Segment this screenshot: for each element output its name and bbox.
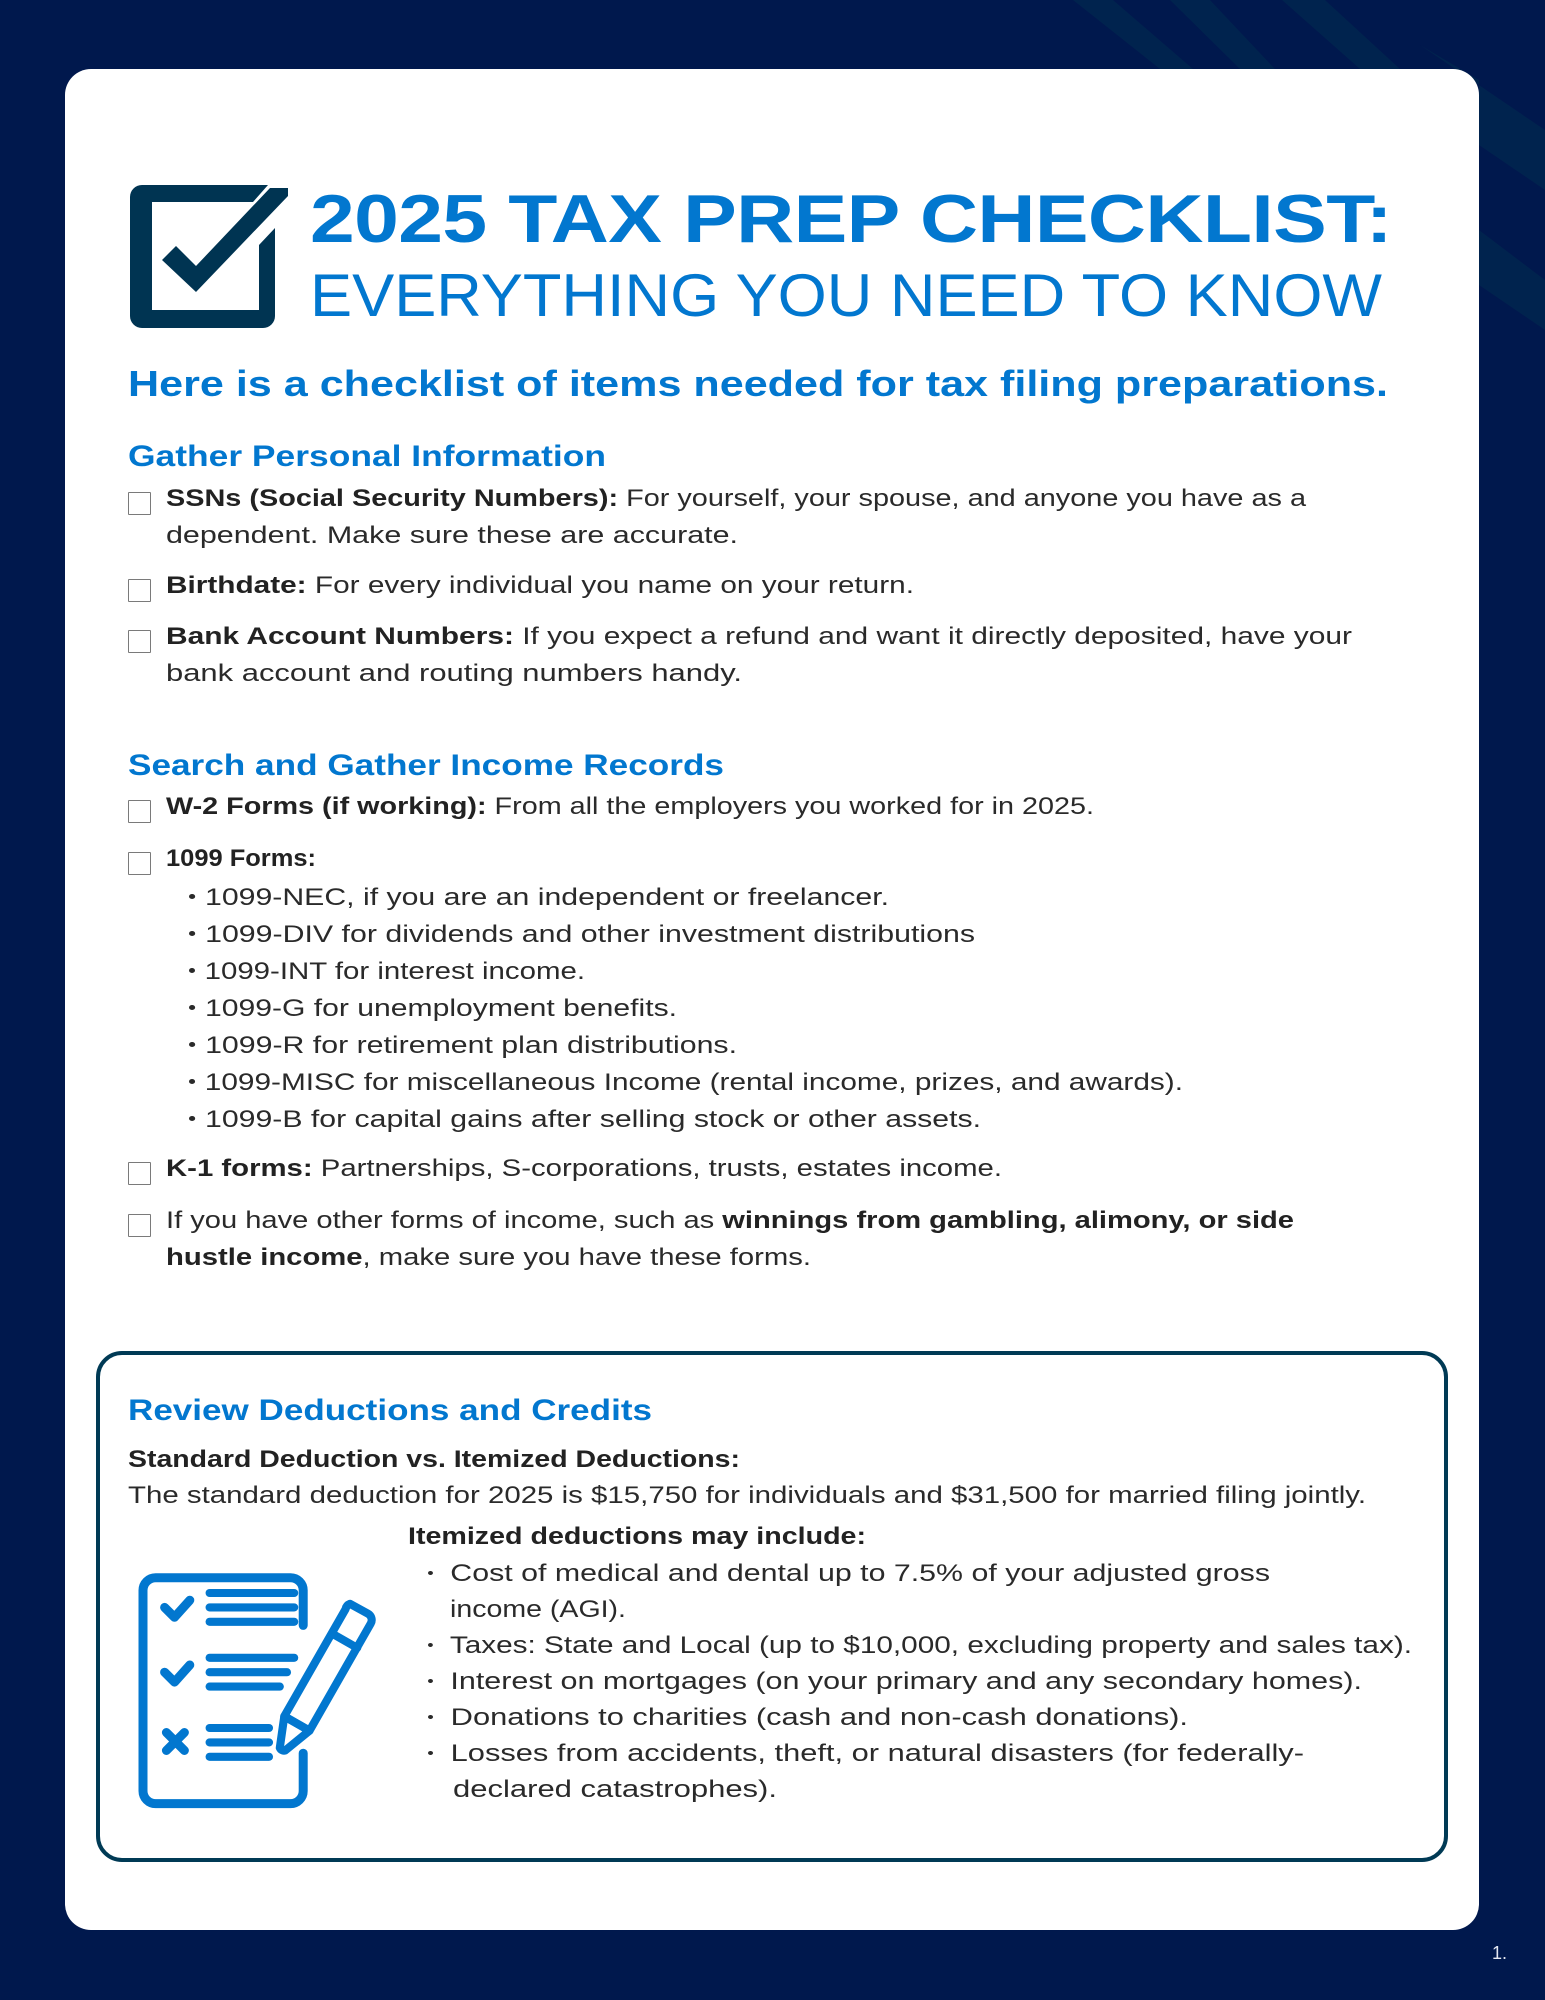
itemized-heading: Itemized deductions may include: — [408, 1523, 866, 1550]
checklist-pencil-icon — [125, 1548, 395, 1818]
page-title: 2025 TAX PREP CHECKLIST: — [310, 181, 1392, 257]
standard-deduction-text: The standard deduction for 2025 is $15,750 for individuals and $31,500 for married filing jointly. — [128, 1482, 1366, 1509]
item-1099: 1099 Forms: — [166, 845, 316, 872]
checkbox-w2[interactable] — [128, 800, 151, 823]
item-k1: K-1 forms: Partnerships, S-corporations, trusts, estates income. — [166, 1155, 1002, 1182]
bullet-icon — [428, 1715, 433, 1719]
bullet-icon — [428, 1679, 433, 1683]
page-subtitle-line: EVERYTHING YOU NEED TO KNOW — [310, 262, 1382, 329]
itemized-medical: Cost of medical and dental up to 7.5% of your adjusted gross — [428, 1555, 1108, 1592]
checkbox-1099[interactable] — [128, 852, 151, 875]
intro-text: Here is a checklist of items needed for tax filing preparations. — [128, 363, 1388, 404]
bullet-icon — [189, 931, 195, 936]
bullet-1099-g: 1099-G for unemployment benefits. — [189, 990, 586, 1027]
itemized-donations: Donations to charities (cash and non-cash donations). — [428, 1699, 1032, 1736]
checkbox-birthdate[interactable] — [128, 579, 151, 602]
section-heading-income: Search and Gather Income Records — [128, 749, 724, 782]
bullet-1099-misc: 1099-MISC for miscellaneous Income (rental income, prizes, and awards). — [189, 1064, 1007, 1101]
checkbox-ssn[interactable] — [128, 492, 151, 515]
section-heading-personal: Gather Personal Information — [128, 440, 606, 473]
checkbox-k1[interactable] — [128, 1162, 151, 1185]
item-ssn: SSNs (Social Security Numbers): For yourself, your spouse, and anyone you have as a — [166, 485, 1306, 512]
bullet-icon — [189, 1005, 195, 1010]
bullet-1099-nec: 1099-NEC, if you are an independent or freelancer. — [189, 879, 756, 916]
bullet-icon — [428, 1643, 433, 1647]
item-w2: W-2 Forms (if working): From all the employers you worked for in 2025. — [166, 793, 1094, 820]
bullet-icon — [189, 1079, 195, 1084]
item-birthdate: Birthdate: For every individual you name on your return. — [166, 572, 914, 599]
bullet-icon — [189, 1042, 195, 1047]
itemized-losses-cont: declared catastrophes). — [453, 1776, 777, 1803]
bullet-icon — [428, 1571, 433, 1575]
checkbox-bank[interactable] — [128, 630, 151, 653]
itemized-taxes: Taxes: State and Local (up to $10,000, excluding property and sales tax). — [428, 1627, 1239, 1664]
bullet-icon — [189, 894, 195, 899]
bullet-1099-div: 1099-DIV for dividends and other investment distributions — [189, 916, 824, 953]
itemized-medical-cont: income (AGI). — [450, 1596, 626, 1623]
deductions-subheading: Standard Deduction vs. Itemized Deductions: — [128, 1446, 740, 1473]
item-other-income: If you have other forms of income, such as winnings from gambling, alimony, or side — [166, 1207, 1294, 1234]
checkbox-other-income[interactable] — [128, 1214, 151, 1237]
itemized-mortgage: Interest on mortgages (on your primary and any secondary homes). — [428, 1663, 1179, 1700]
item-other-income-cont: hustle income, make sure you have these forms. — [166, 1244, 811, 1271]
bullet-icon — [189, 1116, 195, 1121]
section-heading-deductions: Review Deductions and Credits — [128, 1394, 652, 1427]
itemized-losses: Losses from accidents, theft, or natural disasters (for federally- — [428, 1735, 1124, 1772]
item-bank-cont: bank account and routing numbers handy. — [166, 660, 742, 687]
page-number: 1. — [1492, 1943, 1508, 1963]
bullet-icon — [189, 968, 195, 973]
item-ssn-cont: dependent. Make sure these are accurate. — [166, 522, 738, 549]
bullet-1099-b: 1099-B for capital gains after selling stock or other assets. — [189, 1101, 831, 1138]
item-bank: Bank Account Numbers: If you expect a refund and want it directly deposited, have your — [166, 623, 1352, 650]
bullet-1099-int: 1099-INT for interest income. — [189, 953, 519, 990]
bullet-icon — [428, 1751, 433, 1755]
checkbox-check-icon — [128, 180, 296, 332]
bullet-1099-r: 1099-R for retirement plan distributions. — [189, 1027, 632, 1064]
